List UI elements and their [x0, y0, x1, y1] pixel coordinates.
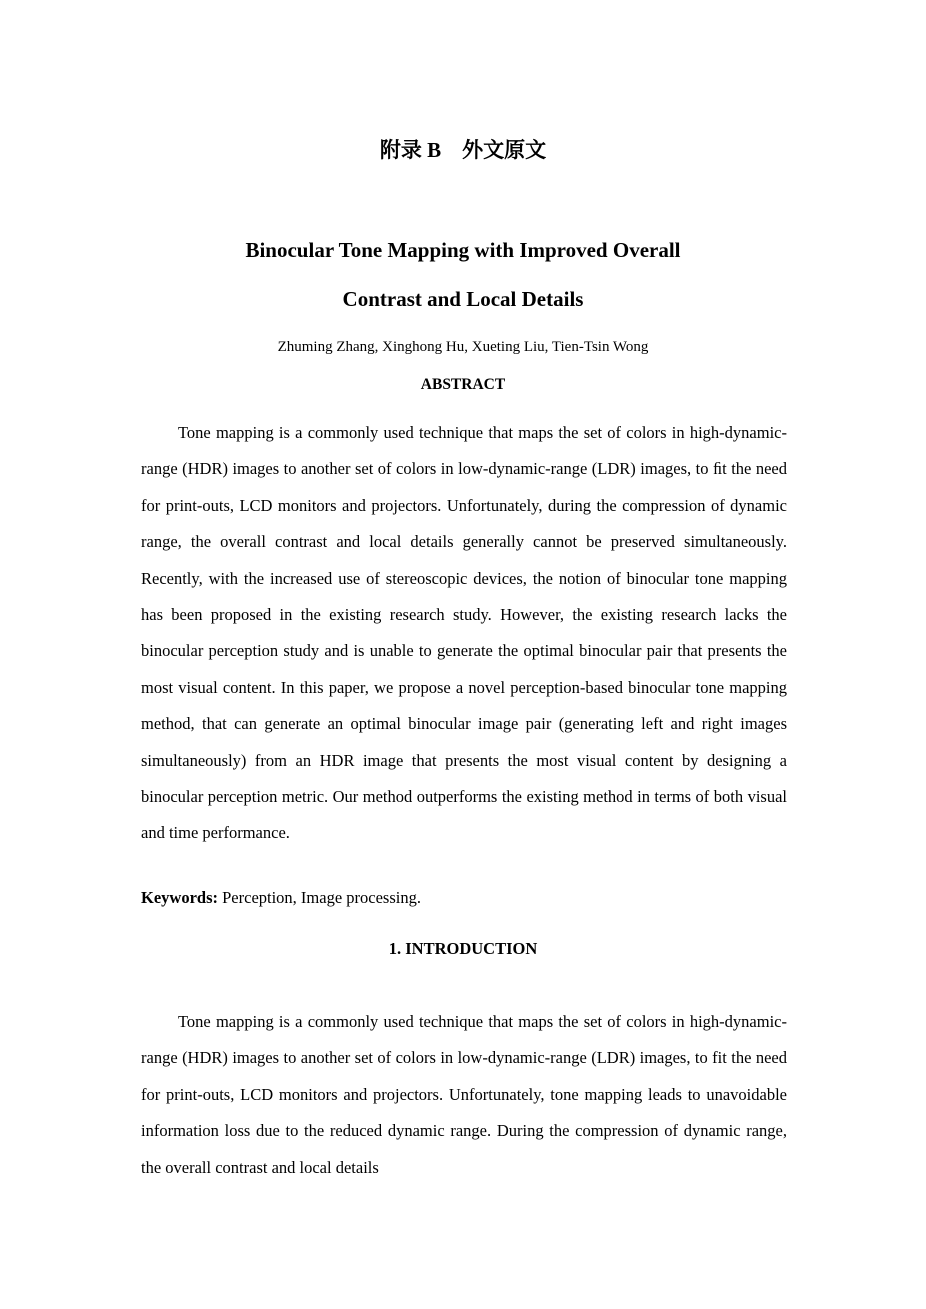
abstract-heading: ABSTRACT — [420, 376, 506, 393]
appendix-title: 附录 B 外文原文 — [379, 138, 547, 162]
introduction-body: Tone mapping is a commonly used technique that maps the set of colors in high-dynamic-range (HDR) images to another set of colors in low-dynamic-range (LDR) images, to fit the need for print-outs, LCD monitors and projectors. Unfortunately, tone mapping leads to unavoidable information loss due to the reduced dynamic range. During the compression of dynamic range, the overall contrast and local details — [141, 1012, 787, 1177]
paper-title-line-1: Binocular Tone Mapping with Improved Overall — [245, 238, 681, 262]
paper-title-line-2: Contrast and Local Details — [342, 287, 584, 311]
author-list: Zhuming Zhang, Xinghong Hu, Xueting Liu, Tien-Tsin Wong — [277, 339, 649, 355]
abstract-body: Tone mapping is a commonly used technique that maps the set of colors in high-dynamic-range (HDR) images to another set of colors in low-dynamic-range (LDR) images, to ﬁt the need for print-outs, LCD monitors and projectors. Unfortunately, during the compression of dynamic range, the overall contrast and local details generally cannot be preserved simultaneously. Recently, with the increased use of stereoscopic devices, the notion of binocular tone mapping has been proposed in the existing research study. However, the existing research lacks the binocular perception study and is unable to generate the optimal binocular pair that presents the most visual content. In this paper, we propose a novel perception-based binocular tone mapping method, that can generate an optimal binocular image pair (generating left and right images simultaneously) from an HDR image that presents the most visual content by designing a binocular perception metric. Our method outperforms the existing method in terms of both visual and time performance. — [141, 423, 787, 843]
keywords-text: Perception, Image processing. — [218, 888, 421, 907]
keywords-label: Keywords: — [141, 888, 218, 907]
keywords-line — [141, 886, 787, 910]
paper-title — [0, 226, 926, 324]
introduction-heading: 1. INTRODUCTION — [388, 939, 538, 958]
